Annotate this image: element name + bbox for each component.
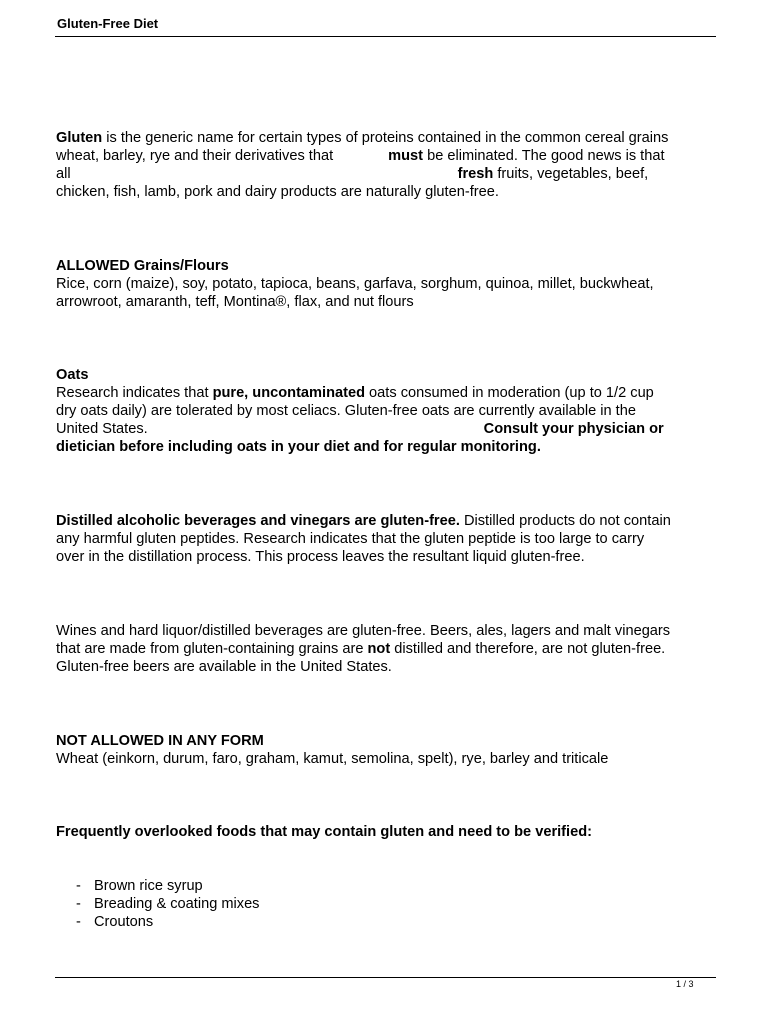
oats-heading: Oats [56, 367, 89, 383]
consult-physician-emphasis: Consult your physician or [483, 421, 664, 437]
wines-line-1: Wines and hard liquor/distilled beverages are gluten-free. Beers, ales, lagers and malt vinegars [56, 623, 671, 639]
distilled-line-2: any harmful gluten peptides. Research indicates that the gluten peptide is too large to carry [56, 531, 645, 547]
list-dash: - [76, 914, 81, 930]
intro-line-1 [56, 129, 668, 147]
header-rule [55, 36, 716, 37]
allowed-line-1: Rice, corn (maize), soy, potato, tapioca, beans, garfava, sorghum, quinoa, millet, buckwheat, [56, 276, 654, 292]
intro-line-3 [56, 165, 648, 183]
list-item-text: Breading & coating mixes [94, 896, 260, 912]
wines-line-3: Gluten-free beers are available in the United States. [56, 659, 392, 675]
intro-line-2 [56, 147, 665, 165]
list-item [76, 877, 203, 895]
footer-rule [55, 977, 716, 978]
list-item [76, 913, 153, 931]
list-dash: - [76, 878, 81, 894]
distilled-line-1 [56, 512, 671, 530]
fresh-emphasis: fresh [457, 166, 494, 182]
intro-line-1-text: is the generic name for certain types of proteins contained in the common cereal grains [102, 130, 669, 146]
gluten-term: Gluten [56, 130, 103, 146]
pure-uncontaminated-emphasis: pure, uncontaminated [212, 385, 365, 401]
distilled-line-3: over in the distillation process. This process leaves the resultant liquid gluten-free. [56, 549, 585, 565]
distilled-line-1-text: Distilled products do not contain [459, 513, 671, 529]
not-allowed-heading: NOT ALLOWED IN ANY FORM [56, 733, 264, 749]
wines-line-2-end: distilled and therefore, are not gluten-free. [390, 641, 666, 657]
oats-line-4: dietician before including oats in your diet and for regular monitoring. [56, 439, 541, 455]
list-item-text: Brown rice syrup [94, 878, 203, 894]
document-title: Gluten-Free Diet [57, 16, 159, 31]
intro-line-3-text: all [56, 166, 71, 182]
list-item [76, 895, 259, 913]
must-emphasis: must [388, 148, 424, 164]
oats-line-1-end: oats consumed in moderation (up to 1/2 cup [365, 385, 654, 401]
oats-line-3-text: United States. [56, 421, 148, 437]
distilled-emphasis: Distilled alcoholic beverages and vinegars are gluten-free. [56, 513, 460, 529]
wines-line-2-text: that are made from gluten-containing grains are [56, 641, 368, 657]
list-dash: - [76, 896, 81, 912]
page-number: 1 / 3 [676, 979, 694, 989]
intro-line-4: chicken, fish, lamb, pork and dairy products are naturally gluten-free. [56, 184, 499, 200]
intro-line-3-end: fruits, vegetables, beef, [493, 166, 649, 182]
intro-line-2-text: wheat, barley, rye and their derivatives that [56, 148, 334, 164]
not-emphasis: not [367, 641, 391, 657]
wines-line-2 [56, 640, 665, 658]
oats-line-1 [56, 384, 654, 402]
oats-line-1-text: Research indicates that [56, 385, 213, 401]
oats-line-3 [56, 420, 664, 438]
allowed-line-2: arrowroot, amaranth, teff, Montina®, flax, and nut flours [56, 294, 414, 310]
oats-line-2: dry oats daily) are tolerated by most celiacs. Gluten-free oats are currently available in the [56, 403, 636, 419]
list-item-text: Croutons [94, 914, 154, 930]
not-allowed-line-1: Wheat (einkorn, durum, faro, graham, kamut, semolina, spelt), rye, barley and triticale [56, 751, 609, 767]
overlooked-heading: Frequently overlooked foods that may contain gluten and need to be verified: [56, 824, 592, 840]
intro-line-2-end: be eliminated. The good news is that [423, 148, 665, 164]
allowed-heading: ALLOWED Grains/Flours [56, 258, 229, 274]
